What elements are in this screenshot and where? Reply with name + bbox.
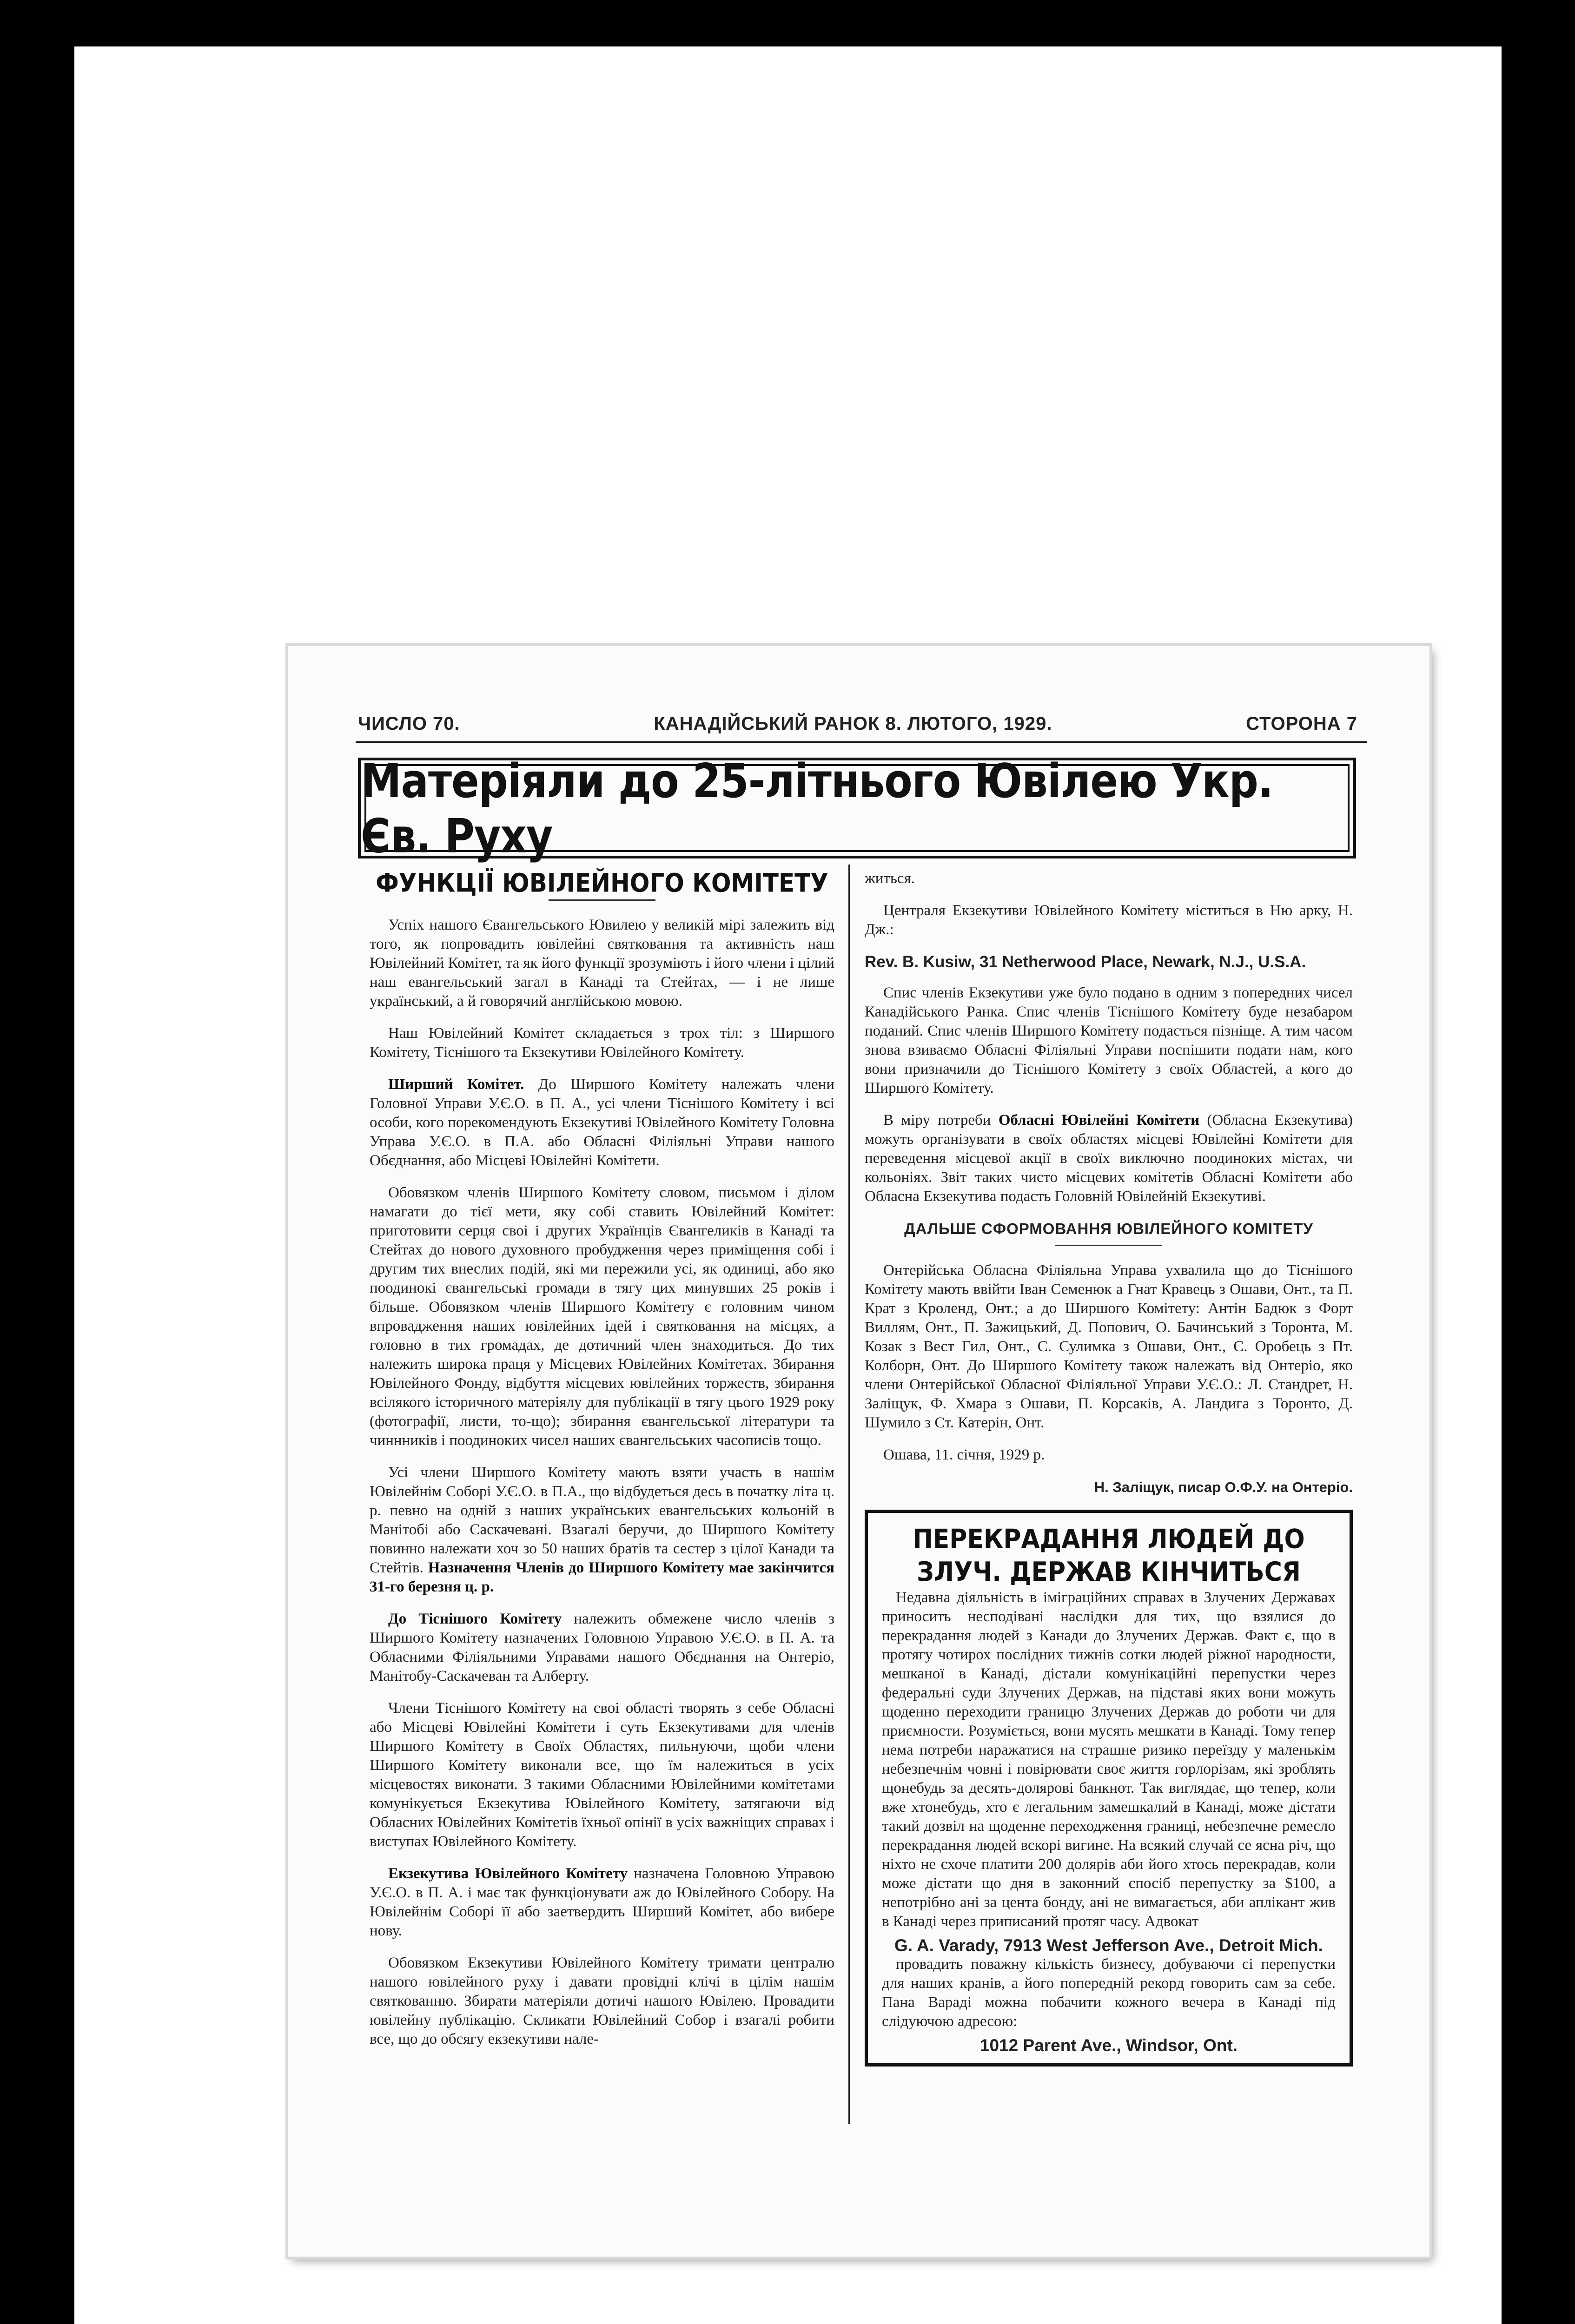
page-number: СТОРОНА 7	[1246, 713, 1357, 734]
paragraph	[370, 1075, 834, 1170]
banner-box	[358, 753, 1356, 863]
subheading: ДАЛЬШЕ СФОРМОВАННЯ ЮВІЛЕЙНОГО КОМІТЕТУ	[904, 1220, 1313, 1237]
paragraph: провадить поважну кількість бизнесу, добуваючи сі перепустки для наших кранів, а його попередній рекорд говорить сам за себе. Пана Вараді можна побачити кожного вечера в Канаді під слідуючою адресою:	[882, 1956, 1336, 2030]
newspaper-page	[288, 646, 1429, 2257]
column-divider	[848, 865, 850, 2124]
paragraph: Централя Екзекутиви Ювілейного Комітету міститься в Ню арку, Н. Дж.:	[865, 902, 1353, 938]
windsor-address: 1012 Parent Ave., Windsor, Ont.	[979, 2036, 1238, 2055]
article-heading: ФУНКЦІЇ ЮВІЛЕЙНОГО КОМІТЕТУ	[376, 868, 828, 898]
bold-lead: Ширший Комітет.	[388, 1076, 524, 1093]
paragraph	[865, 1111, 1353, 1206]
paragraph	[370, 1463, 834, 1597]
issue-number: ЧИСЛО 70.	[358, 713, 460, 734]
paragraph: Наш Ювілейний Комітет складається з трох тіл: з Ширшого Комітету, Тіснішого та Екзекутиви Ювілейного Комітету.	[370, 1025, 834, 1061]
paragraph-text: До Ширшого Комітету належать члени Головної Управи У.Є.О. в П. А., усі члени Тіснішого Комітету і всі особи, кого порекомендують Екзекутиві Ювілейного Комітету Головна Управа У.Є.О. в П.А. або Обласні Філіяльні Управи нашого Обєднання, або Місцеві Ювілейні Комітети.	[370, 1076, 834, 1169]
heading-rule	[549, 899, 655, 901]
subheading-rule	[1055, 1245, 1162, 1246]
header-rule	[356, 741, 1367, 743]
left-column	[370, 869, 834, 2062]
bold-lead: Екзекутива Ювілейного Комітету	[388, 1865, 628, 1882]
right-column	[865, 869, 1353, 2067]
paragraph-text: належить обмежене число членів з Ширшого Комітету назначених Головною Управою У.Є.О. в П. А. та Обласними Філіяльними Управами нашого Обєднання на Онтеріо, Манітобу-Саскачеван та Алберту.	[370, 1611, 834, 1684]
paragraph-text: (Обласна Екзекутива) можуть організувати в своїх областях місцеві Ювілейні Комітети для переведення місцевої акції в своїх виключно поодиноких містах, чи кольоніях. Звіт таких чисто місцевих комітетів Обласні Комітети або Обласна Екзекутива подасть Головній Ювілейній Екзекутиві.	[865, 1112, 1353, 1205]
paragraph: Спис членів Екзекутиви уже було подано в одним з попередних чисел Канадійського Ранка. Спис членів Тіснішого Комітету буде незабаром поданий. Спис членів Ширшого Комітету подасться пізніще. А тим часом знова взиваємо Обласні Філіяльні Управи поспішити подати нам, кого вони призначили до Тіснішого Комітету з своїх Областей, а кого до Ширшого Комітету.	[865, 984, 1353, 1096]
paragraph-text: В міру потреби	[883, 1112, 991, 1129]
banner-title: Матеріяли до 25-літнього Ювілею Укр. Єв. Руху	[361, 753, 1273, 863]
dateline: Ошава, 11. січня, 1929 р.	[883, 1446, 1045, 1463]
paragraph: Члени Тіснішого Комітету на своі області творять з себе Обласні або Місцеві Ювілейні Комітети і суть Екзекутивами для членів Ширшого Комітету в Своїх Областях, пильнуючи, щоби члени Ширшого Комітету виконали все, що їм належиться в усіх місцевостях виконати. З такими Обласними Ювілейними комітетами комунікується Екзекутива Ювілейного Комітету, затягаючи від Обласних Ювілейних Комітетів їхньої опінії в усіх важніщих справах і виступах Ювілейного Комітету.	[370, 1700, 834, 1850]
paragraph: Недавна діяльність в іміграційних справах в Злучених Державах приносить несподівані наслідки для тих, що взялися до перекрадання людей з Канади до Злучених Держав. Факт є, що в протягу чотирох послідних тижнів сотки людей ріжної народности, мешканої в Канаді, дістали комунікаційні перепустки через федеральні суди Злучених Держав, на підставі яких вони можуть щоденно переходити границю Злучених Держав до роботи чи для приємности. Розуміється, вони мусять мешкати в Канаді. Тому тепер нема потреби наражатися на страшне ризико переїзду у маленькім небезпечнім човні і повірювати своє життя горлорізам, які зроблять щонебудь за десять-долярові банкнот. Так виглядає, що тепер, коли вже хтонебудь, хто є легальним замешкалий в Канаді, може дістати такий дозвіл на щоденне переходження границі, небезпечне ремесло перекрадання людей вскорі вигине. На всякий случай се ясна річ, що ніхто не схоче платити 200 долярів аби його хтось перекрадав, коли може дістати що дня в законний спосіб перепустку за $100, а непотрібно ані за цента бонду, ані не вимагається, аби аплікант жив в Канаді через приписаний протяг часу. Адвокат	[882, 1589, 1336, 1930]
paragraph: житься.	[865, 870, 915, 887]
smuggling-notice-box	[865, 1510, 1353, 2067]
committee-address: Rev. B. Kusiw, 31 Netherwood Place, Newark, N.J., U.S.A.	[865, 953, 1306, 971]
paragraph: Успіх нашого Євангельського Ювилею у великій мірі залежить від того, як попровадить ювілейні святковання та активність наш Ювілейний Комітет, та як його функції зрозуміють і його члени і цілий наш евангельський загал в Канаді та Стейтах, — і не лише український, а й говорячий англійською мовою.	[370, 917, 834, 1010]
notice-heading: ПЕРЕКРАДАННЯ ЛЮДЕЙ ДО ЗЛУЧ. ДЕРЖАВ КІНЧИТЬСЯ	[913, 1524, 1305, 1588]
bold-text: Обласні Ювілейні Комітети	[998, 1112, 1200, 1129]
paragraph: Обовязком Екзекутиви Ювілейного Комітету тримати централю нашого ювілейного руху і давати провідні клічі в цілім нашім святкованню. Збирати матеріяли дотичі нашого Ювілею. Провадити ювілейну публікацію. Скликати Ювілейний Собор і взагалі робити все, що до обсягу екзекутиви нале-	[370, 1954, 834, 2047]
bold-text: Назначення Членів до Ширшого Комітету мае закінчится 31-го березня ц. р.	[370, 1559, 835, 1595]
bold-lead: До Тіснішого Комітету	[388, 1611, 562, 1627]
paragraph	[370, 1864, 834, 1941]
film-frame	[74, 46, 1502, 2324]
paragraph: Обовязком членів Ширшого Комітету словом, письмом і ділом намагати до тієї мети, яку собі ставить Ювілейний Комітет: приготовити серця своі і других Українців Євангеликів в Канаді та Стейтах до нового духовного пробудження через приміщення собі і другим тих внеслих подій, які ми пережили усі, як одиниці, або яко поодинокі євангельські громади в тягу цих минувших 25 років і більше. Обовязком членів Ширшого Комітету є головним чином впровадження наших ювілейних ідей і святковання на місцях, а головно в тих громадах, де дотичний член знаходиться. До тих належить широка праця у Місцевих Ювілейних Комітетах. Збирання Ювілейного Фонду, відбуття місцевих ювілейних торжеств, збирання всілякого історичного матеріялу для публікації в тягу цього 1929 року (фотографії, листи, то-що); збирання євангельської літератури та чиннників і поодиноких чисел наших євангельських часописів тощо.	[370, 1184, 834, 1449]
lawyer-address: G. A. Varady, 7913 West Jefferson Ave., Detroit Mich.	[894, 1936, 1323, 1955]
newspaper-dateline: КАНАДІЙСЬКИЙ РАНОК 8. ЛЮТОГО, 1929.	[654, 713, 1052, 734]
paragraph-text: назначена Головною Управою У.Є.О. в П. А. і має так функціонувати аж до Ювілейного Собору. На Ювілейнім Соборі її або заетвердить Ширший Комітет, або вибере нову.	[370, 1865, 835, 1939]
paragraph	[370, 1610, 834, 1686]
page-header	[358, 713, 1357, 734]
paragraph: Онтерійська Обласна Філіяльна Управа ухвалила що до Тіснішого Комітету мають ввійти Іван Семенюк а Гнат Кравець з Ошави, Онт., та П. Крат з Кроленд, Онт.; а до Ширшого Комітету: Антін Бадюк з Форт Виллям, Онт., П. Зажицький, Д. Попович, О. Бачинський з Торонта, М. Козак з Вест Гил, Онт., С. Сулимка з Ошави, Онт., С. Оробець з Пт. Колборн, Онт. До Ширшого Комітету також належать від Онтеріо, яко члени Онтерійської Обласної Філіяльної Управи У.Є.О.: Л. Стандрет, Н. Заліщук, Ф. Хмара з Ошави, П. Корсаків, А. Ландига з Торонто, Д. Шумило з Ст. Катерін, Онт.	[865, 1262, 1353, 1431]
paragraph-text: Усі члени Ширшого Комітету мають взяти участь в нашім Ювілейнім Соборі У.Є.О. в П.А., що відбудеться десь в початку літа ц. р. певно на одній з наших українських евангельських кольоній в Манітобі або Саскачевані. Взагалі беручи, до Ширшого Комітету повинно належати хоч зо 50 наших братів та сестер з цілої Канади та Стейтів.	[370, 1464, 834, 1576]
signature: Н. Заліщук, писар О.Ф.У. на Онтеріо.	[1094, 1479, 1353, 1495]
